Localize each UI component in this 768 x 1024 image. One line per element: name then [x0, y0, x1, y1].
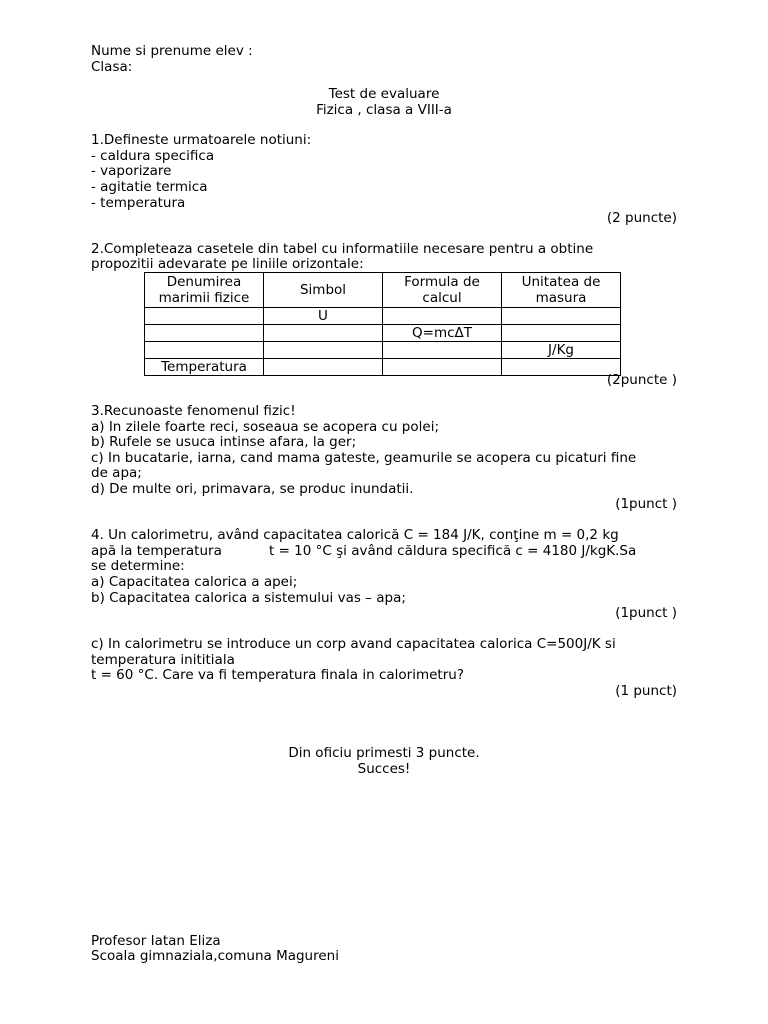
q4-line2a: apă la temperatura: [91, 543, 222, 559]
q3-points: (1punct ): [615, 496, 677, 512]
table-cell[interactable]: [145, 325, 264, 342]
test-subtitle: Fizica , clasa a VIII-a: [316, 102, 452, 118]
q4-line-c3: t = 60 °C. Care va fi temperatura finala in calorimetru?: [91, 667, 464, 683]
student-name-label: Nume si prenume elev :: [91, 43, 253, 59]
q2-prompt-line2: propozitii adevarate pe liniile orizontale:: [91, 256, 364, 272]
table-cell[interactable]: [502, 325, 621, 342]
q3-line-c2: de apa;: [91, 465, 142, 481]
table-cell[interactable]: [502, 359, 621, 376]
table-cell[interactable]: [145, 342, 264, 359]
table-cell[interactable]: [145, 308, 264, 325]
table-cell[interactable]: Temperatura: [145, 359, 264, 376]
q1-points: (2 puncte): [606, 210, 677, 226]
table-row: [145, 325, 621, 342]
table-cell[interactable]: [502, 308, 621, 325]
test-title: Test de evaluare: [328, 86, 440, 102]
table-cell[interactable]: [264, 359, 383, 376]
q1-item: - temperatura: [91, 195, 186, 211]
table-row: [145, 359, 621, 376]
q3-line-c1: c) In bucatarie, iarna, cand mama gateste, geamurile se acopera cu picaturi fine: [91, 450, 637, 466]
q4-line-b: b) Capacitatea calorica a sistemului vas – apa;: [91, 590, 406, 606]
q3-line-b: b) Rufele se usuca intinse afara, la ger;: [91, 434, 357, 450]
table-cell[interactable]: [383, 359, 502, 376]
table-cell[interactable]: J/Kg: [502, 342, 621, 359]
q4-line-c1: c) In calorimetru se introduce un corp avand capacitatea calorica C=500J/K si: [91, 636, 616, 652]
q4-line3: se determine:: [91, 558, 185, 574]
q3-line-a: a) In zilele foarte reci, soseaua se acopera cu polei;: [91, 419, 439, 435]
q1-item: - vaporizare: [91, 163, 172, 179]
teacher-name: Profesor Iatan Eliza: [91, 933, 221, 949]
q1-item: - agitatie termica: [91, 179, 208, 195]
table-cell[interactable]: Q=mcΔT: [383, 325, 502, 342]
q2-prompt-line1: 2.Completeaza casetele din tabel cu informatiile necesare pentru a obtine: [91, 241, 594, 257]
table-row: [145, 308, 621, 325]
bonus-points-note: Din oficiu primesti 3 puncte.: [288, 745, 480, 761]
table-header-row: [145, 273, 621, 308]
q4-line1: 4. Un calorimetru, având capacitatea calorică C = 184 J/K, conţine m = 0,2 kg: [91, 527, 619, 543]
table-cell[interactable]: [383, 342, 502, 359]
table-header-cell: Denumirea marimii fizice: [145, 273, 264, 308]
q2-table: [144, 272, 621, 376]
table-cell[interactable]: [264, 325, 383, 342]
q4-line2b: t = 10 °C şi având căldura specifică c = 4180 J/kgK.Sa: [269, 543, 637, 559]
q1-item: - caldura specifica: [91, 148, 215, 164]
table-cell[interactable]: [383, 308, 502, 325]
q4-line-c2: temperatura inititiala: [91, 652, 235, 668]
table-cell[interactable]: [264, 342, 383, 359]
table-cell[interactable]: U: [264, 308, 383, 325]
q4-points-c: (1 punct): [615, 683, 677, 699]
table-header-cell: Simbol: [264, 273, 383, 308]
q3-line-d: d) De multe ori, primavara, se produc inundatii.: [91, 481, 414, 497]
class-label: Clasa:: [91, 59, 133, 75]
q3-prompt: 3.Recunoaste fenomenul fizic!: [91, 403, 296, 419]
table-header-cell: Unitatea de masura: [502, 273, 621, 308]
q4-line-a: a) Capacitatea calorica a apei;: [91, 574, 298, 590]
q4-points-ab: (1punct ): [615, 605, 677, 621]
table-header-cell: Formula de calcul: [383, 273, 502, 308]
table-row: [145, 342, 621, 359]
q2-points: (2puncte ): [606, 372, 677, 388]
good-luck-note: Succes!: [357, 761, 411, 777]
q1-prompt: 1.Defineste urmatoarele notiuni:: [91, 132, 312, 148]
school-name: Scoala gimnaziala,comuna Magureni: [91, 948, 339, 964]
